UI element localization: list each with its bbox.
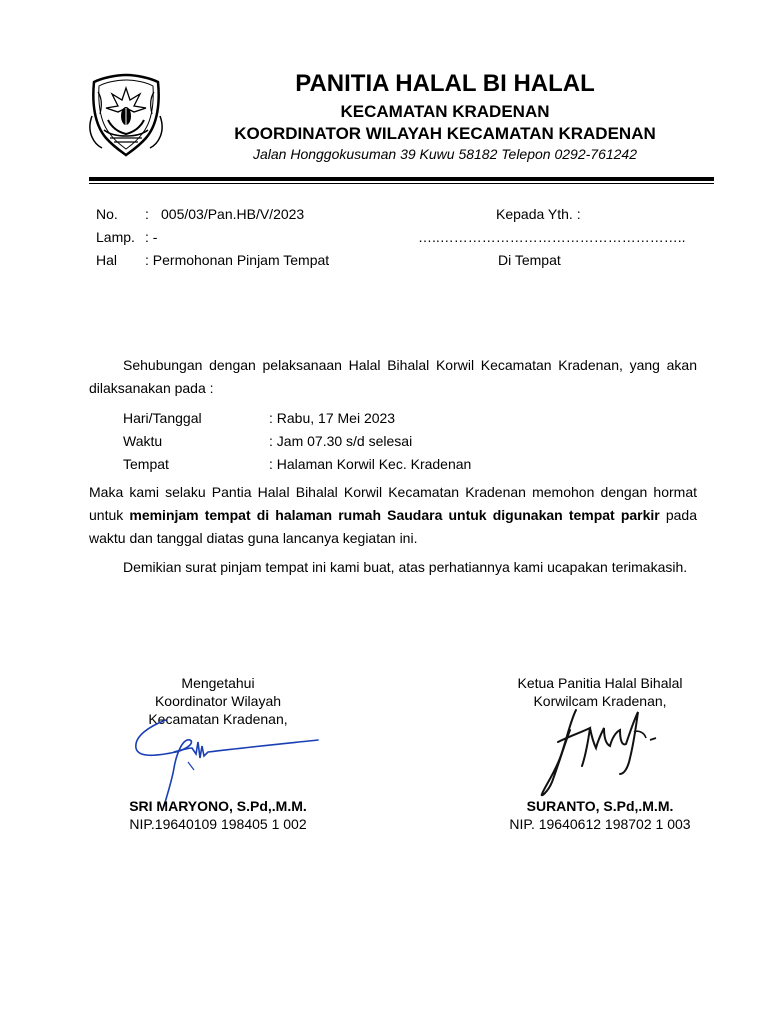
subject-label: Hal (96, 252, 118, 268)
detail-label-place: Tempat (123, 456, 169, 472)
request-text-start: Maka kami selaku Pantia Halal Bihalal Korwil Kecamatan Kradenan memohon dengan hormat untuk (89, 484, 697, 523)
letterhead-title: PANITIA HALAL BI HALAL (295, 70, 595, 97)
subject-value: : Permohonan Pinjam Tempat (145, 252, 330, 268)
letterhead-divider-thick (89, 177, 714, 181)
recipient-name-blank: …..…………………………………………….. (418, 229, 686, 245)
letterhead-subtitle-district: KECAMATAN KRADENAN (340, 102, 550, 121)
detail-value-date: : Rabu, 17 Mei 2023 (269, 410, 396, 426)
opening-paragraph: Sehubungan dengan pelaksanaan Halal Bihalal Korwil Kecamatan Kradenan, yang akan dilaksanakan pada : (89, 357, 697, 396)
letterhead-subtitle-coordinator: KOORDINATOR WILAYAH KECAMATAN KRADENAN (234, 124, 656, 143)
request-paragraph (89, 481, 697, 550)
left-sig-position: Koordinator Wilayah (154, 693, 282, 709)
left-sig-office: Kecamatan Kradenan, (148, 711, 288, 727)
attachment-value: : - (145, 229, 158, 245)
right-sig-position: Ketua Panitia Halal Bihalal (517, 675, 683, 691)
left-signature-scribble (130, 712, 325, 808)
number-label: No. (96, 206, 118, 222)
letterhead-divider-thin (89, 183, 714, 184)
right-sig-name: SURANTO, S.Pd,.M.M. (526, 798, 674, 814)
request-text-emphasis: meminjam tempat di halaman rumah Saudara untuk digunakan tempat parkir (129, 507, 660, 523)
right-signature-scribble (530, 702, 670, 800)
kabupaten-emblem-logo (88, 72, 164, 158)
left-sig-name: SRI MARYONO, S.Pd,.M.M. (129, 798, 307, 814)
detail-label-date: Hari/Tanggal (123, 410, 202, 426)
letterhead-address: Jalan Honggokusuman 39 Kuwu 58182 Telepon 0292-761242 (252, 146, 637, 162)
number-separator: : (145, 206, 149, 222)
left-sig-knowing: Mengetahui (181, 675, 255, 691)
closing-paragraph: Demikian surat pinjam tempat ini kami buat, atas perhatiannya kami ucapakan terimakasih. (123, 559, 688, 575)
detail-label-time: Waktu (123, 433, 163, 449)
left-sig-nip: NIP.19640109 198405 1 002 (129, 816, 307, 832)
right-sig-office: Korwilcam Kradenan, (533, 693, 667, 709)
request-text-end: pada waktu dan tanggal diatas guna lancanya kegiatan ini. (89, 507, 698, 546)
detail-value-time: : Jam 07.30 s/d selesai (269, 433, 413, 449)
detail-value-place: : Halaman Korwil Kec. Kradenan (269, 456, 472, 472)
right-sig-nip: NIP. 19640612 198702 1 003 (509, 816, 691, 832)
recipient-label: Kepada Yth. : (496, 206, 581, 222)
letter-number: 005/03/Pan.HB/V/2023 (161, 206, 305, 222)
recipient-place: Di Tempat (498, 252, 561, 268)
attachment-label: Lamp. (96, 229, 135, 245)
